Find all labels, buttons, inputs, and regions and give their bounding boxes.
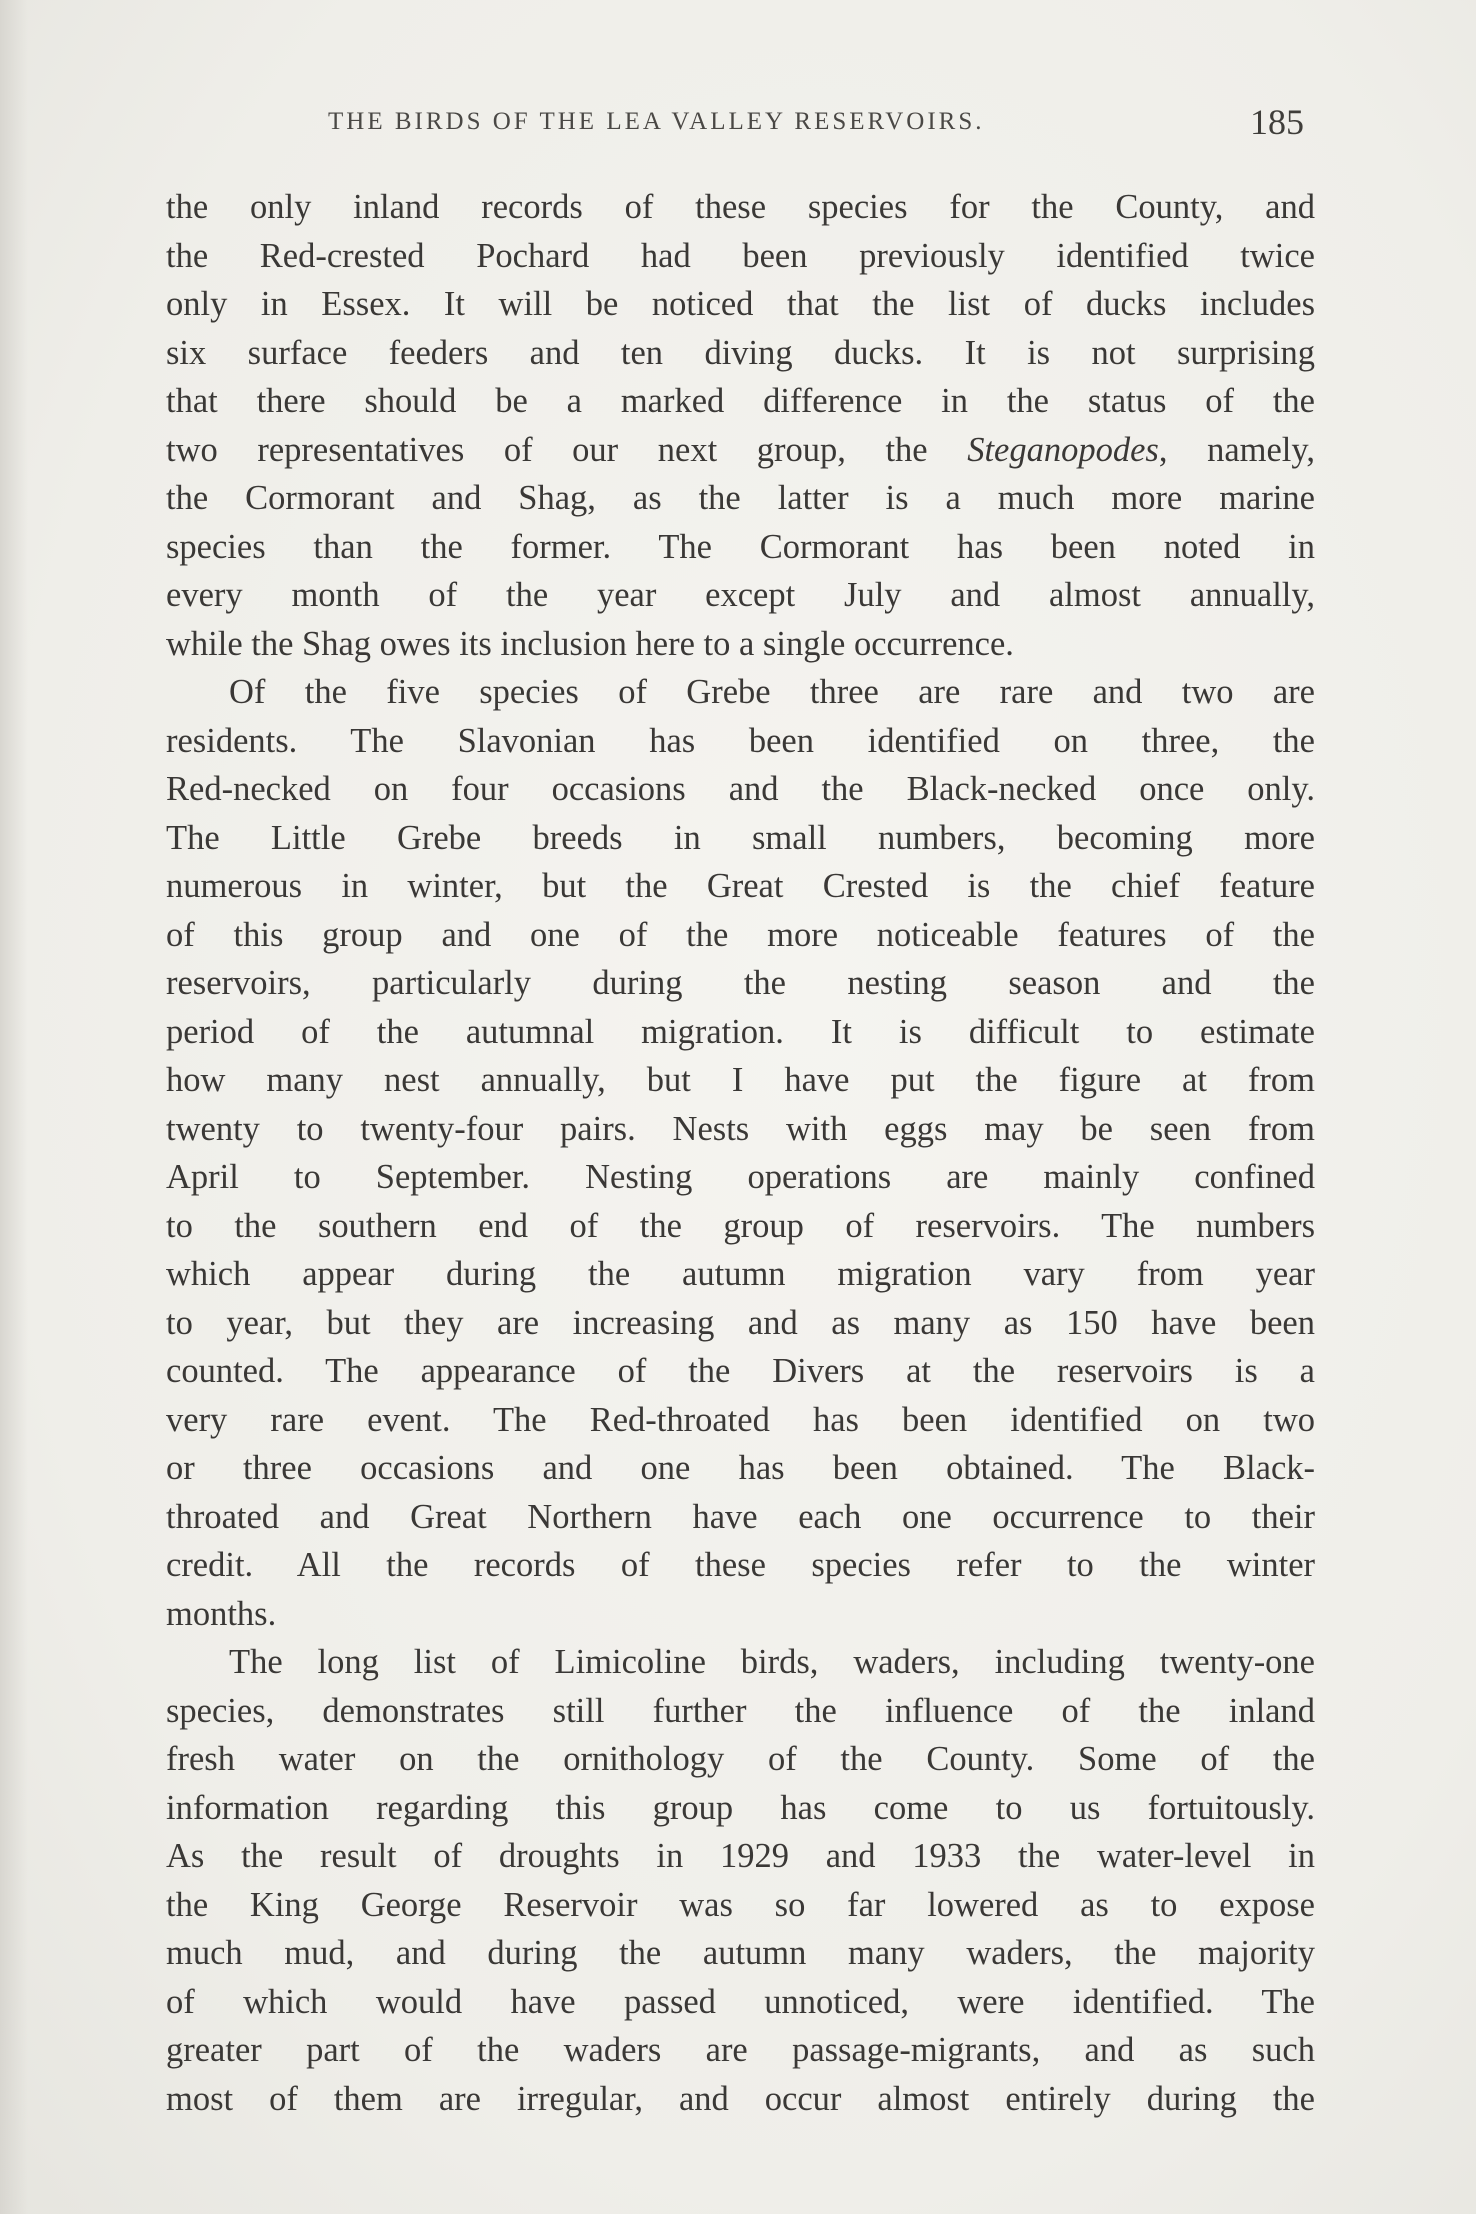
text-line: information regarding this group has come to us fortuitously. bbox=[166, 1788, 1315, 1827]
text-line: the Red-crested Pochard had been previously identified twice bbox=[166, 236, 1315, 275]
text-line: months. bbox=[166, 1594, 277, 1633]
text-line: residents. The Slavonian has been identified on three, the bbox=[166, 721, 1315, 760]
text-line: to year, but they are increasing and as many as 150 have been bbox=[166, 1303, 1315, 1342]
text-line: Of the five species of Grebe three are rare and two are bbox=[229, 673, 1315, 711]
text-line: very rare event. The Red-throated has been identified on two bbox=[166, 1400, 1315, 1439]
text-line: credit. All the records of these species refer to the winter bbox=[166, 1546, 1315, 1584]
body-text bbox=[166, 183, 1315, 2123]
text-line: twenty to twenty-four pairs. Nests with eggs may be seen from bbox=[166, 1109, 1315, 1148]
text-line: The Little Grebe breeds in small numbers, becoming more bbox=[166, 818, 1315, 857]
text-line: species than the former. The Cormorant has been noted in bbox=[166, 527, 1315, 566]
text-line: the only inland records of these species for the County, and bbox=[166, 188, 1315, 226]
text-line: that there should be a marked difference in the status of the bbox=[166, 382, 1315, 420]
running-head-title: THE BIRDS OF THE LEA VALLEY RESERVOIRS. bbox=[328, 108, 985, 135]
text-line: period of the autumnal migration. It is difficult to estimate bbox=[166, 1012, 1315, 1051]
text-line: throated and Great Northern have each one occurrence to their bbox=[166, 1497, 1315, 1536]
text-line: Red-necked on four occasions and the Black-necked once only. bbox=[166, 770, 1315, 808]
text-line bbox=[166, 426, 1315, 475]
text-line: fresh water on the ornithology of the County. Some of the bbox=[166, 1740, 1315, 1778]
text-line: six surface feeders and ten diving ducks. It is not surprising bbox=[166, 333, 1315, 372]
text-line: or three occasions and one has been obtained. The Black- bbox=[166, 1449, 1315, 1487]
text-line: how many nest annually, but I have put the figure at from bbox=[166, 1061, 1315, 1099]
text-line: most of them are irregular, and occur almost entirely during the bbox=[166, 2079, 1315, 2118]
text-line: April to September. Nesting operations are mainly confined bbox=[166, 1158, 1315, 1196]
text-line: reservoirs, particularly during the nesting season and the bbox=[166, 964, 1315, 1002]
text-line: of which would have passed unnoticed, were identified. The bbox=[166, 1982, 1315, 2021]
text-line: counted. The appearance of the Divers at the reservoirs is a bbox=[166, 1352, 1315, 1390]
text-line: which appear during the autumn migration vary from year bbox=[166, 1255, 1315, 1293]
text-line: every month of the year except July and almost annually, bbox=[166, 576, 1315, 614]
text-line: the King George Reservoir was so far lowered as to expose bbox=[166, 1885, 1315, 1924]
text-line: while the Shag owes its inclusion here to a single occurrence. bbox=[166, 624, 1014, 663]
text-line: of this group and one of the more noticeable features of the bbox=[166, 915, 1315, 954]
text-line: only in Essex. It will be noticed that the list of ducks includes bbox=[166, 285, 1315, 323]
text-segment: two representatives of our next group, the bbox=[166, 430, 968, 469]
spine-shadow bbox=[0, 0, 28, 2214]
page-number: 185 bbox=[1250, 102, 1304, 142]
text-line: species, demonstrates still further the influence of the inland bbox=[166, 1691, 1315, 1730]
text-line: much mud, and during the autumn many waders, the majority bbox=[166, 1934, 1315, 1972]
text-line: to the southern end of the group of reservoirs. The numbers bbox=[166, 1206, 1315, 1245]
text-line: the Cormorant and Shag, as the latter is a much more marine bbox=[166, 479, 1315, 517]
text-line: numerous in winter, but the Great Crested is the chief feature bbox=[166, 867, 1315, 905]
italic-term: Steganopodes bbox=[967, 430, 1159, 469]
text-segment: , namely, bbox=[1158, 430, 1315, 469]
text-line: greater part of the waders are passage-migrants, and as such bbox=[166, 2031, 1315, 2069]
text-line: The long list of Limicoline birds, waders, including twenty-one bbox=[229, 1643, 1315, 1681]
text-line: As the result of droughts in 1929 and 1933 the water-level in bbox=[166, 1837, 1315, 1875]
